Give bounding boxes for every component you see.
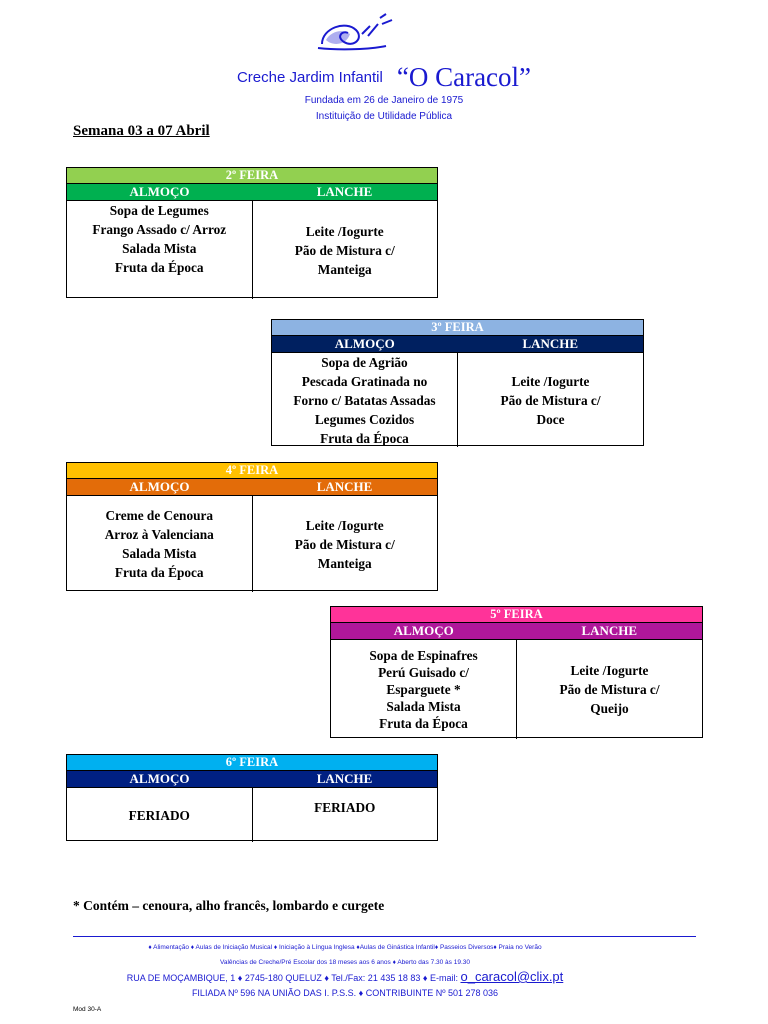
day-title: 5º FEIRA (331, 607, 702, 622)
footer-divider (73, 936, 696, 937)
lunch-menu (331, 640, 516, 739)
snack-header: LANCHE (581, 623, 638, 638)
menu-item: Manteiga (317, 555, 372, 571)
snack-header: LANCHE (522, 336, 579, 351)
day-title: 2º FEIRA (67, 168, 437, 183)
menu-item: Fruta da Época (320, 430, 409, 446)
menu-item: Fruta da Época (379, 716, 468, 731)
menu-item: Salada Mista (122, 241, 197, 256)
menu-row (67, 788, 437, 842)
column-headers (272, 335, 643, 353)
menu-item: Leite /Iogurte (570, 663, 649, 678)
lunch-menu (272, 353, 457, 447)
lunch-header: ALMOÇO (334, 336, 395, 351)
menu-item: Pão de Mistura c/ (559, 682, 660, 697)
day-table-wednesday (66, 462, 438, 591)
column-headers (67, 770, 437, 788)
lunch-menu (67, 496, 252, 592)
lunch-menu (67, 201, 252, 299)
footer-hours: Valências de Creche/Pré Escolar dos 18 meses aos 6 anos ♦ Aberto das 7.30 às 19.30 (220, 959, 470, 966)
snack-menu (252, 201, 438, 299)
menu-item: Sopa de Legumes (109, 203, 209, 218)
menu-item: Pão de Mistura c/ (294, 536, 395, 552)
ingredients-note: * Contém – cenoura, alho francês, lombardo e curgete (73, 898, 385, 913)
day-table-friday (66, 754, 438, 841)
menu-item: Fruta da Época (114, 260, 204, 275)
day-table-monday (66, 167, 438, 298)
menu-item: Pescada Gratinada no (301, 373, 428, 389)
lunch-header: ALMOÇO (129, 479, 190, 494)
menu-item: Manteiga (317, 261, 372, 277)
column-headers (67, 183, 437, 201)
snack-menu (252, 788, 438, 842)
day-table-tuesday (271, 319, 644, 446)
snack-header: LANCHE (316, 771, 373, 786)
snack-menu (457, 353, 643, 447)
menu-item: FERIADO (314, 800, 376, 815)
menu-item: Salada Mista (386, 699, 461, 714)
school-name: Creche Jardim Infantil (236, 69, 383, 86)
menu-item: Salada Mista (122, 546, 197, 561)
footer-address (0, 969, 690, 984)
menu-item: Leite /Iogurte (305, 517, 384, 533)
menu-item: Esparguete * (386, 682, 461, 697)
snack-header: LANCHE (316, 184, 373, 199)
lunch-header: ALMOÇO (129, 184, 190, 199)
lunch-header: ALMOÇO (393, 623, 454, 638)
menu-item: Leite /Iogurte (511, 373, 590, 389)
lunch-header: ALMOÇO (129, 771, 190, 786)
menu-row (67, 496, 437, 592)
school-heading (0, 62, 768, 93)
snack-menu (516, 640, 702, 739)
menu-row (67, 201, 437, 299)
form-code: Mod 30-A (73, 1006, 102, 1013)
menu-item: Perú Guisado c/ (378, 665, 469, 680)
column-headers (331, 622, 702, 640)
menu-row (331, 640, 702, 739)
day-title: 3º FEIRA (272, 320, 643, 335)
menu-item: Fruta da Época (114, 565, 204, 580)
day-title: 6º FEIRA (67, 755, 437, 770)
column-headers (67, 478, 437, 496)
menu-item: Frango Assado c/ Arroz (92, 222, 227, 237)
snack-header: LANCHE (316, 479, 373, 494)
menu-item: FERIADO (128, 807, 190, 823)
email-link[interactable]: o_caracol@clix.pt (460, 969, 564, 984)
day-table-thursday (330, 606, 703, 738)
menu-item: Sopa de Agrião (321, 354, 408, 370)
founded-date: Fundada em 26 de Janeiro de 1975 (304, 95, 464, 106)
institution-status: Instituição de Utilidade Pública (315, 111, 453, 122)
week-title: Semana 03 a 07 Abril (73, 123, 210, 139)
menu-item: Forno c/ Batatas Assadas (293, 392, 436, 408)
menu-item: Pão de Mistura c/ (500, 392, 601, 408)
footer-activities: ♦ Alimentação ♦ Aulas de Iniciação Musical ♦ Iniciação à Língua Inglesa ♦Aulas de Ginástica Infantil♦ Passeios Diversos♦ Praia no Verão (148, 944, 542, 951)
lunch-menu (67, 788, 252, 842)
menu-item: Creme de Cenoura (105, 508, 214, 523)
menu-row (272, 353, 643, 447)
snail-logo-icon (316, 10, 408, 54)
menu-item: Doce (536, 411, 565, 427)
address-text: RUA DE MOÇAMBIQUE, 1 ♦ 2745-180 QUELUZ ♦ Tel./Fax: 21 435 18 83 ♦ E-mail: (126, 973, 458, 983)
menu-item: Leite /Iogurte (305, 223, 384, 239)
school-quoted-name: “O Caracol” (396, 62, 532, 92)
menu-item: Pão de Mistura c/ (294, 242, 395, 258)
footer-affiliation: FILIADA Nº 596 NA UNIÃO DAS I. P.S.S. ♦ CONTRIBUINTE Nº 501 278 036 (191, 988, 499, 998)
snack-menu (252, 496, 438, 592)
menu-item: Sopa de Espinafres (369, 648, 478, 663)
day-title: 4º FEIRA (67, 463, 437, 478)
menu-item: Legumes Cozidos (314, 411, 415, 427)
menu-item: Queijo (590, 701, 629, 716)
menu-item: Arroz à Valenciana (104, 527, 214, 542)
